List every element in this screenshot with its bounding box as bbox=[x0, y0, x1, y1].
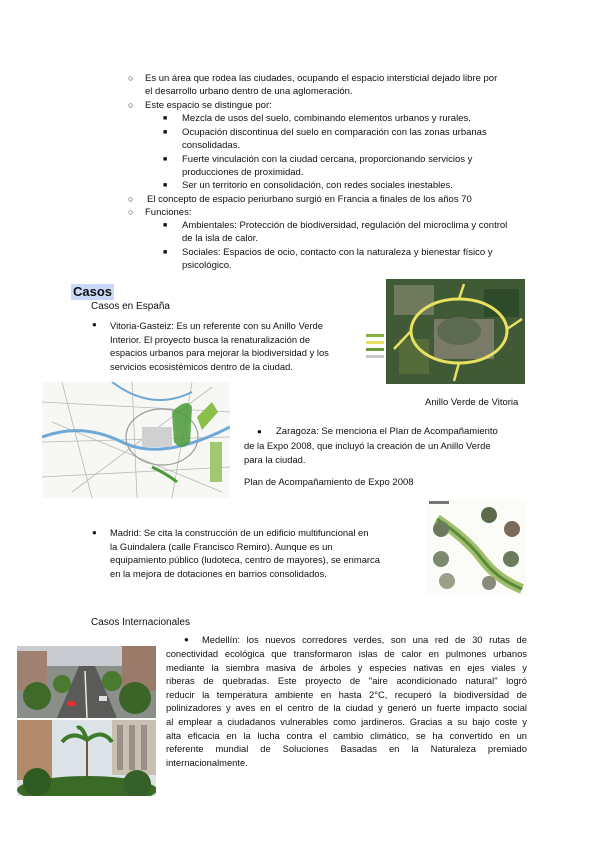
medellin-text bbox=[166, 647, 527, 769]
zaragoza-line-2: de la Expo 2008, que incluyó la creación de un Anillo Verde bbox=[244, 440, 491, 451]
madrid-line-3: equipamiento público (ludoteca, centro de mayores), se enmarca bbox=[110, 554, 380, 566]
hollow-bullet-icon: ○ bbox=[128, 73, 134, 83]
distinguish-item-2-line-2: consolidadas. bbox=[182, 140, 241, 151]
vitoria-line-2: Interior. El proyecto busca la renaturalización de bbox=[110, 333, 311, 345]
medellin-line-5: reducir la temperatura ambiente en hasta 2°C, recuperó la biodiversidad de bbox=[166, 688, 527, 700]
zaragoza-map-image bbox=[42, 382, 230, 498]
bullet-icon: ● bbox=[92, 320, 97, 329]
zaragoza-line-3: para la ciudad. bbox=[244, 453, 306, 465]
function-item-2-line-2: psicológico. bbox=[182, 260, 232, 271]
square-bullet-icon: ■ bbox=[163, 115, 168, 122]
definition-item-1-line-2: el desarrollo urbano dentro de una aglomeración. bbox=[145, 86, 353, 97]
vitoria-line-3: espacios urbanos para mejorar la biodiversidad y los bbox=[110, 347, 329, 359]
vitoria-caption: Anillo Verde de Vitoria bbox=[425, 397, 519, 408]
square-bullet-icon: ■ bbox=[163, 156, 168, 163]
vitoria-text bbox=[110, 319, 357, 373]
square-bullet-icon: ■ bbox=[163, 129, 168, 136]
medellin-corridor-photo bbox=[17, 720, 156, 796]
hollow-bullet-icon: ○ bbox=[128, 100, 134, 110]
hollow-bullet-icon: ○ bbox=[128, 207, 134, 217]
madrid-plan-image bbox=[427, 499, 527, 595]
function-item-2-line-1: Sociales: Espacios de ocio, contacto con la naturaleza y bienestar físico y bbox=[182, 247, 493, 258]
vitoria-line-1: Vitoria-Gasteiz: Es un referente con su Anillo Verde bbox=[110, 320, 323, 331]
square-bullet-icon: ■ bbox=[163, 182, 168, 189]
international-cases-label: Casos Internacionales bbox=[91, 617, 190, 628]
definition-item-2: Este espacio se distingue por: bbox=[145, 100, 272, 111]
madrid-text bbox=[110, 526, 399, 580]
distinguish-item-1: Mezcla de usos del suelo, combinando elementos urbanos y rurales. bbox=[182, 113, 471, 124]
distinguish-item-3-line-1: Fuerte vinculación con la ciudad cercana, proporcionando servicios y bbox=[182, 154, 473, 165]
vitoria-green-ring-image bbox=[364, 279, 525, 384]
zaragoza-line-1: Zaragoza: Se menciona el Plan de Acompañamiento bbox=[276, 426, 498, 437]
hollow-bullet-icon: ○ bbox=[128, 194, 134, 204]
function-item-1-line-1: Ambientales: Protección de biodiversidad, regulación del microclima y control bbox=[182, 220, 508, 231]
zaragoza-text bbox=[244, 439, 527, 466]
distinguish-item-3-line-2: producciones de proximidad. bbox=[182, 167, 304, 178]
medellin-street-photo bbox=[17, 646, 156, 718]
function-item-1-line-2: de la isla de calor. bbox=[182, 233, 259, 244]
spain-cases-label: Casos en España bbox=[91, 301, 170, 312]
medellin-line-9: referente mundial de Soluciones Basadas en la Naturaleza premiado bbox=[166, 743, 527, 755]
bullet-icon: ● bbox=[257, 427, 262, 436]
definition-item-1-line-1: Es un área que rodea las ciudades, ocupando el espacio intersticial dejado libre por bbox=[145, 73, 498, 84]
cases-heading: Casos bbox=[73, 284, 113, 299]
medellin-line-2: conectividad ecológica que transformaron islas de calor en pulmones urbanos bbox=[166, 648, 527, 659]
medellin-line-3: mediante la siembra masiva de árboles y especies nativas en ejes viales y bbox=[166, 661, 527, 673]
madrid-line-1: Madrid: Se cita la construcción de un edificio multifuncional en bbox=[110, 527, 369, 538]
madrid-line-2: la Guindalera (calle Francisco Remiro). Aunque es un bbox=[110, 540, 333, 552]
square-bullet-icon: ■ bbox=[163, 222, 168, 229]
medellin-line-4: riberas de quebradas. Este proyecto de "aire acondicionado natural" logró bbox=[166, 675, 527, 687]
madrid-line-4: en la mejora de dotaciones en barrios consolidados. bbox=[110, 567, 327, 579]
bullet-icon: ● bbox=[184, 635, 189, 644]
vitoria-line-4: servicios ecosistémicos dentro de la ciudad. bbox=[110, 360, 293, 372]
medellin-line-10: internacionalmente. bbox=[166, 756, 248, 768]
distinguish-item-2-line-1: Ocupación discontinua del suelo en comparación con las zonas urbanas bbox=[182, 127, 487, 138]
medellin-line-1: Medellín: los nuevos corredores verdes, son una red de 30 rutas de bbox=[202, 634, 527, 645]
functions-label: Funciones: bbox=[145, 207, 192, 218]
concept-text: El concepto de espacio periurbano surgió en Francia a finales de los años 70 bbox=[147, 194, 472, 205]
distinguish-item-4: Ser un territorio en consolidación, con redes sociales inestables. bbox=[182, 180, 453, 191]
square-bullet-icon: ■ bbox=[163, 249, 168, 256]
zaragoza-caption: Plan de Acompañamiento de Expo 2008 bbox=[244, 477, 414, 488]
bullet-icon: ● bbox=[92, 528, 97, 537]
medellin-line-6: polinizadores y aves en el centro de la ciudad y generó un fuerte impacto social bbox=[166, 702, 527, 714]
medellin-line-7: al emplear a ciudadanos vulnerables como jardineros. Gracias a su bajo coste y bbox=[166, 715, 527, 727]
medellin-line-8: alta eficacia en la lucha contra el cambio climático, se ha convertido en un bbox=[166, 729, 527, 741]
